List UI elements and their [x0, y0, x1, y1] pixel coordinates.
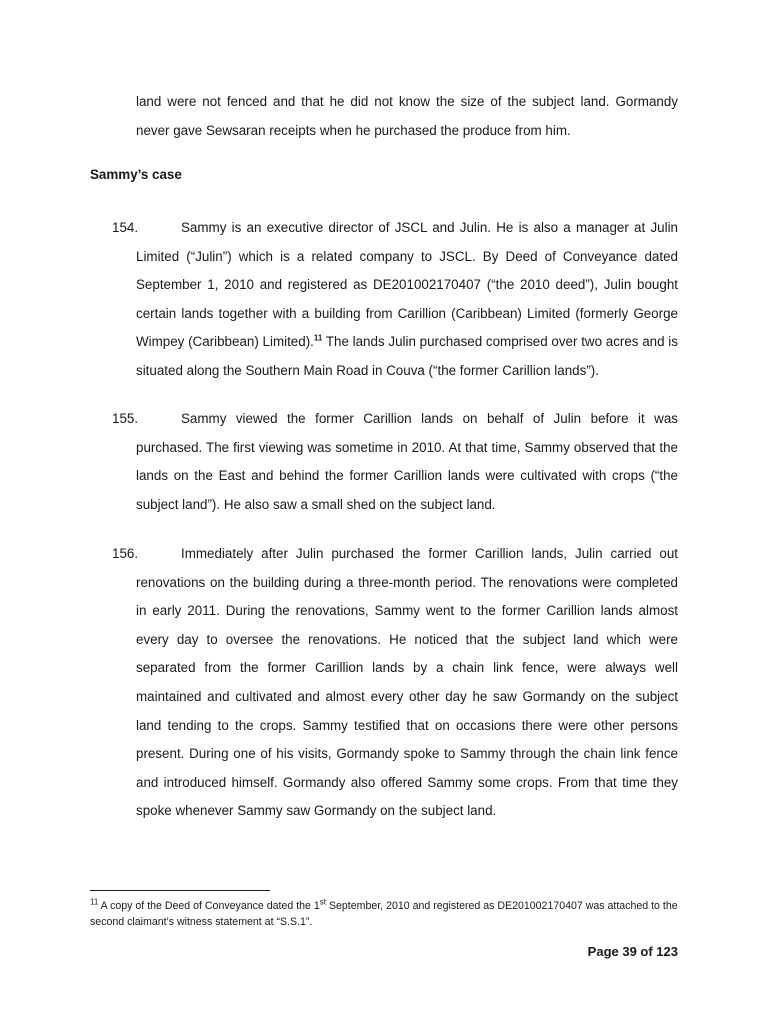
footnote-reference[interactable]: 11 — [313, 333, 323, 343]
paragraph-number: 156. — [112, 546, 139, 561]
footnote-text-part: September, 2010 and registered as DE201002170407 was attached to the second claimant’s witness statement at “S.S.1”. — [90, 900, 678, 928]
footnote-separator — [90, 890, 270, 891]
paragraph-text-part: Sammy is an executive director of JSCL and Julin. He is also a manager at Julin Limited (“Julin”) which is a related company to JSCL. By Deed of Conveyance dated September 1, 2010 and registered as DE201002170407 (“the 2010 deed”), Julin bought certain lands together with a building from Carillion (Caribbean) Limited (formerly George Wimpey (Caribbean) Limited). — [136, 220, 678, 350]
paragraph-number: 154. — [112, 220, 139, 235]
paragraph-text: Immediately after Julin purchased the former Carillion lands, Julin carried out renovations on the building during a three-month period. The renovations were completed in early 2011. During the renovations, Sammy went to the former Carillion lands almost every day to oversee the renovations. He noticed that the subject land which were separated from the former Carillion lands by a chain link fence, were always well maintained and cultivated and almost every other day he saw Gormandy on the subject land tending to the crops. Sammy testified that on occasions there were other persons present. During one of his visits, Gormandy spoke to Sammy through the chain link fence and introduced himself. Gormandy also offered Sammy some crops. From that time they spoke whenever Sammy saw Gormandy on the subject land. — [136, 546, 678, 819]
page-number: Page 39 of 123 — [587, 944, 678, 959]
paragraph-number: 155. — [112, 411, 139, 426]
paragraph-text-part: The lands Julin purchased comprised over two acres and is situated along the Southern Main Road in Couva (“the former Carillion lands”). — [136, 334, 678, 378]
footnote-text-part: A copy of the Deed of Conveyance dated the 1 — [98, 900, 320, 912]
footnote-marker: 11 — [90, 897, 99, 907]
footnote-ordinal: st — [319, 897, 326, 907]
section-heading: Sammy’s case — [90, 167, 182, 182]
footnote — [90, 898, 680, 930]
paragraph-155 — [112, 405, 678, 519]
continued-paragraph — [136, 88, 678, 145]
paragraph-text — [136, 214, 678, 386]
paragraph-156 — [112, 540, 678, 826]
paragraph-text: Sammy viewed the former Carillion lands on behalf of Julin before it was purchased. The first viewing was sometime in 2010. At that time, Sammy observed that the lands on the East and behind the former Carillion lands were cultivated with crops (“the subject land”). He also saw a small shed on the subject land. — [136, 411, 678, 512]
paragraph-154 — [112, 214, 678, 386]
continued-paragraph-text: land were not fenced and that he did not know the size of the subject land. Gormandy never gave Sewsaran receipts when he purchased the produce from him. — [136, 94, 678, 138]
